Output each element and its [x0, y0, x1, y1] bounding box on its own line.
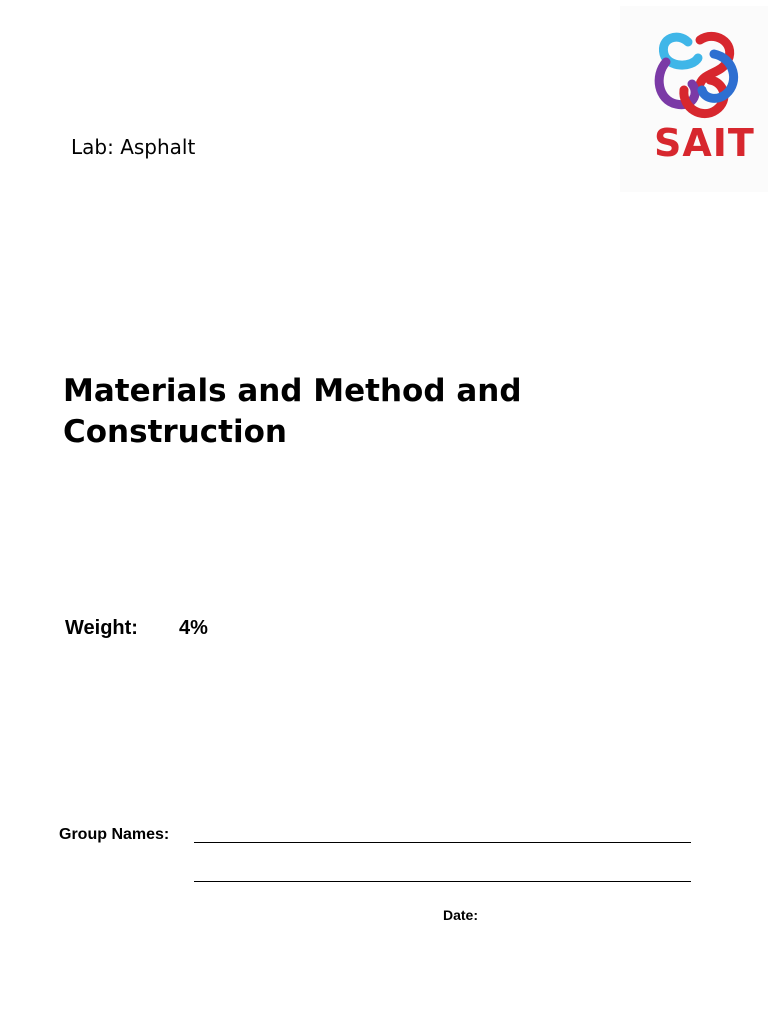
course-title-line-2: Construction	[63, 414, 287, 450]
sait-logo	[620, 6, 768, 192]
group-names-label: Group Names:	[59, 826, 170, 843]
weight-label: Weight:	[65, 617, 138, 639]
lab-title: Lab: Asphalt	[71, 135, 196, 159]
sait-knot-icon	[648, 28, 742, 122]
group-name-line-2[interactable]	[194, 881, 691, 882]
weight-value: 4%	[179, 617, 208, 639]
course-title	[63, 371, 623, 453]
group-name-line-1[interactable]	[194, 842, 691, 843]
date-label: Date:	[443, 907, 479, 923]
logo-text: SAIT	[654, 121, 755, 165]
course-title-line-1: Materials and Method and	[63, 373, 522, 409]
